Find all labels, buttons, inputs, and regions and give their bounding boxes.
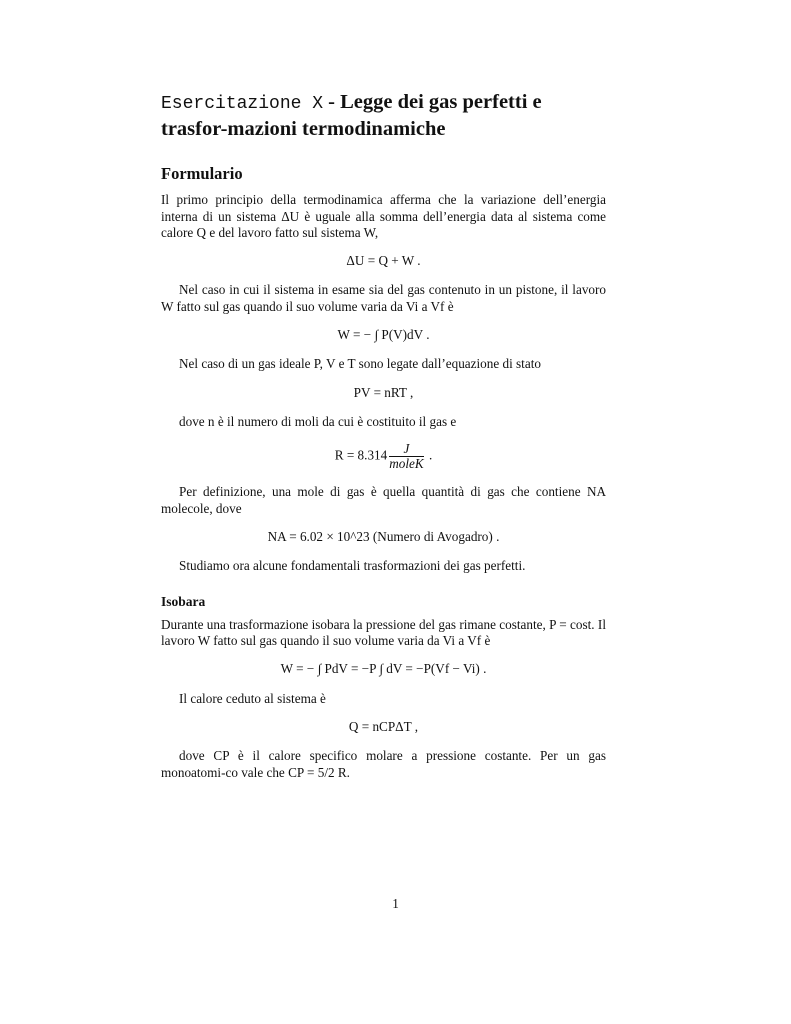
equation-avogadro: NA = 6.02 × 10^23 (Numero di Avogadro) . [267, 528, 500, 544]
gas-constant-unit-num: J [389, 442, 423, 457]
equation-first-principle: ΔU = Q + W . [346, 253, 421, 269]
paragraph-first-principle: Il primo principio della termodinamica afferma che la variazione dell’energia interna di un sistema ΔU è uguale alla somma dell’energia data al sistema come calore Q e del lavoro fatto sul sistema W, [161, 192, 606, 240]
page-title [161, 90, 606, 142]
equation-heat: Q = nCPΔT , [348, 718, 419, 734]
paragraph-piston: Nel caso in cui il sistema in esame sia del gas contenuto in un pistone, il lavoro W fatto sul gas quando il suo volume varia da Vi a Vf è [161, 282, 606, 314]
paragraph-moles: dove n è il numero di moli da cui è costituito il gas e [179, 413, 457, 429]
equation-gas-constant: R = 8.314 $\frac{J}{\text{moleK}}$ . [334, 441, 433, 472]
paragraph-specific-heat: dove CP è il calore specifico molare a pressione costante. Per un gas monoatomi-co vale che CP = 5/2 R. [161, 748, 606, 780]
page-content [161, 90, 606, 781]
section-heading-isobara: Isobara [161, 594, 206, 610]
paragraph-transformations: Studiamo ora alcune fondamentali trasformazioni dei gas perfetti. [179, 558, 526, 574]
title-prefix: Esercitazione X [161, 94, 324, 114]
gas-constant-lhs: R = 8.314 [334, 447, 388, 463]
section-heading-formulario: Formulario [161, 164, 243, 183]
paragraph-isobaric: Durante una trasformazione isobara la pressione del gas rimane costante, P = cost. Il lavoro W fatto sul gas quando il suo volume varia da Vi a Vf è [161, 616, 606, 649]
equation-work-integral: W = − ∫ P(V)dV . [337, 327, 430, 343]
gas-constant-unit-den: moleK [389, 456, 424, 472]
equation-isobaric-work: W = − ∫ PdV = −P ∫ dV = −P(Vf − Vi) . [280, 661, 487, 677]
equation-state: PV = nRT , [353, 384, 414, 400]
title-rest: - Legge dei gas perfetti e trasfor-mazioni termodinamiche [161, 91, 542, 140]
paragraph-mole-definition: Per definizione, una mole di gas è quella quantità di gas che contiene NA molecole, dove [161, 484, 606, 516]
paragraph-ideal-gas: Nel caso di un gas ideale P, V e T sono legate dall’equazione di stato [179, 356, 541, 372]
page-number: 1 [392, 896, 399, 911]
gas-constant-unit [389, 442, 423, 471]
paragraph-heat: Il calore ceduto al sistema è [179, 690, 326, 706]
